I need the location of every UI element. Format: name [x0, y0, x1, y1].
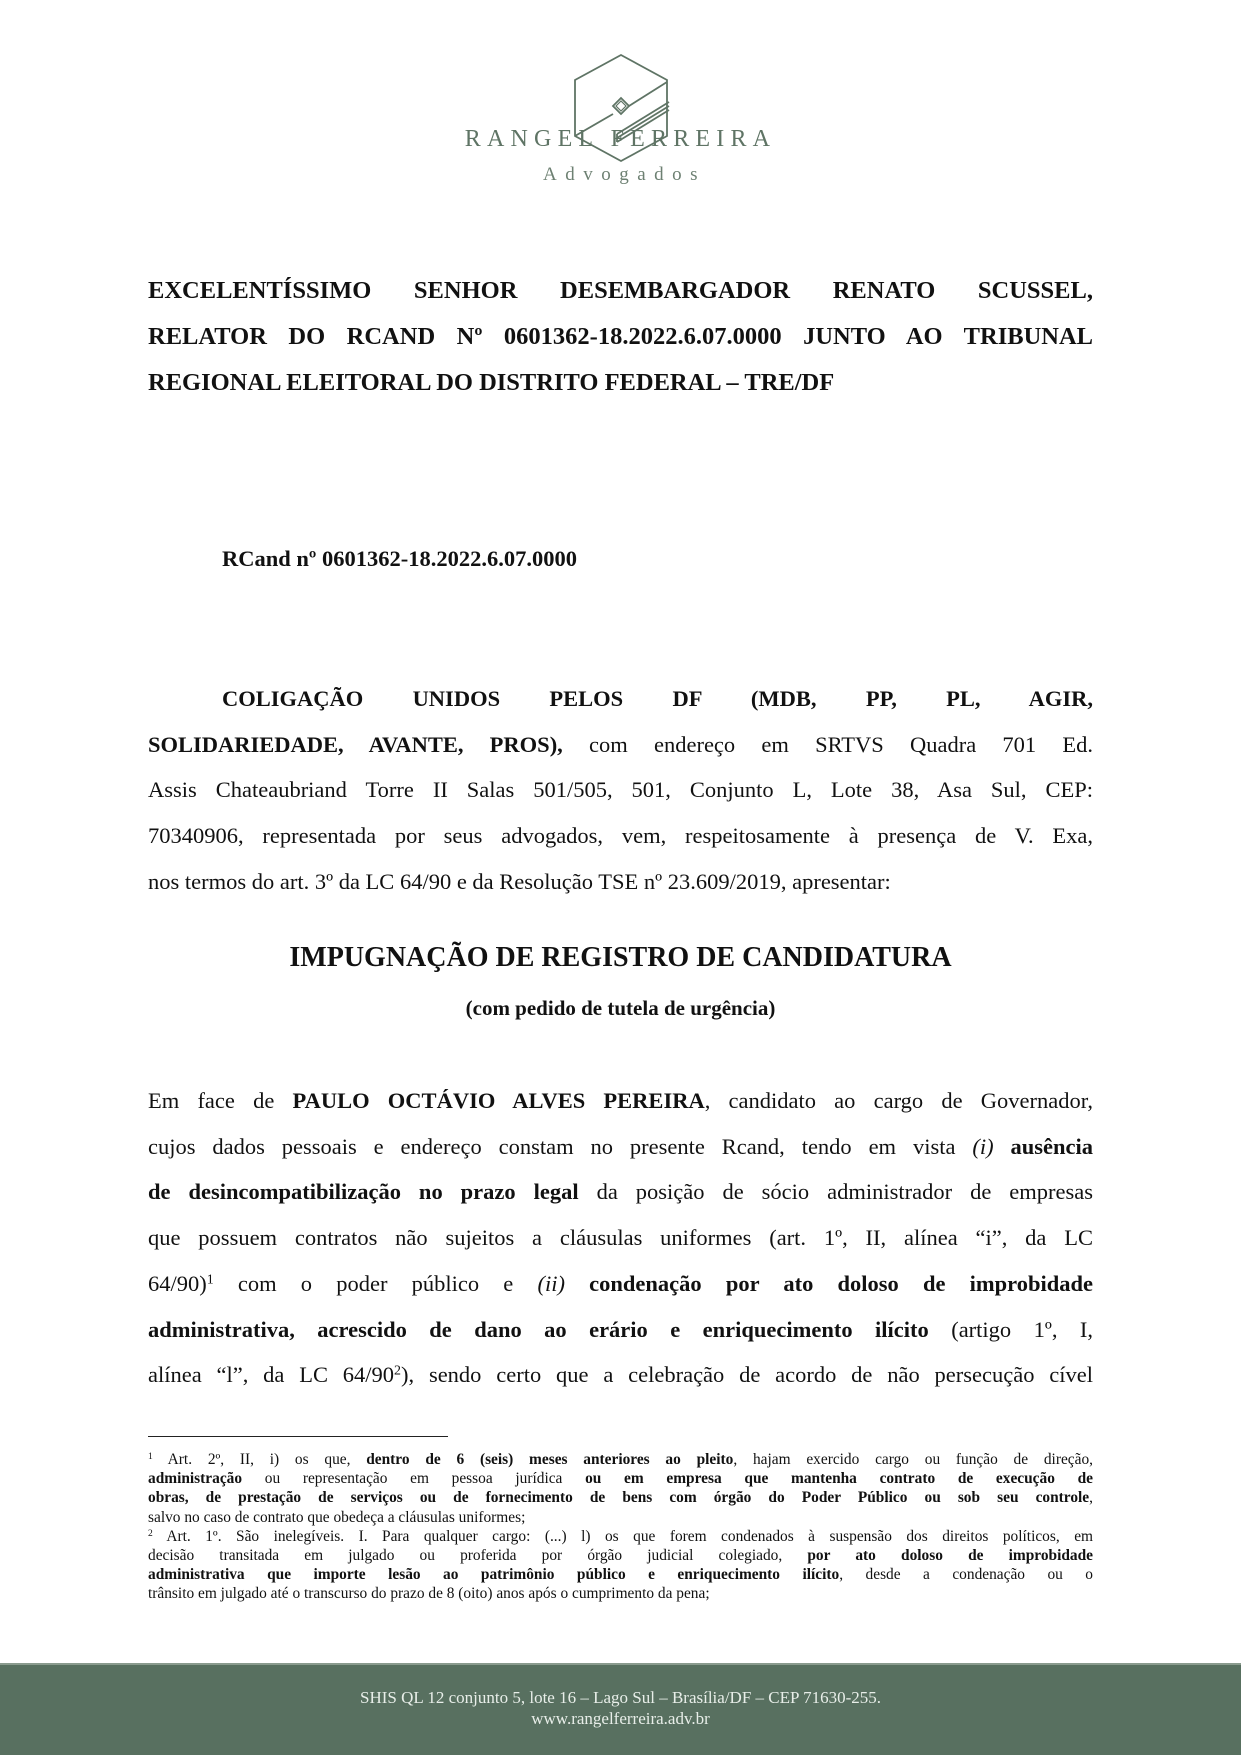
body-bold: de desincompatibilização no prazo legal	[148, 1179, 579, 1205]
footnote-text: Art. 2º, II, i) os que,	[152, 1451, 367, 1468]
footnote-bold: ou em empresa que mantenha contrato de execução de	[585, 1470, 1093, 1488]
footnote-text: ou representação em pessoa jurídica	[242, 1470, 586, 1488]
body-bold: ausência	[993, 1133, 1093, 1159]
body-text: alínea “l”, da LC 64/90	[148, 1362, 395, 1388]
footnote-1-line: salvo no caso de contrato que obedeça a cláusulas uniformes;	[148, 1508, 526, 1526]
addressee-heading	[148, 268, 1093, 406]
intro-line: Assis Chateaubriand Torre II Salas 501/505, 501, Conjunto L, Lote 38, Asa Sul, CEP:	[148, 777, 1093, 803]
footnote-text: , desde a condenação ou o	[839, 1566, 1093, 1584]
body-line	[148, 1261, 1093, 1307]
coalition-parties: SOLIDARIEDADE, AVANTE, PROS),	[148, 731, 563, 757]
body-text: com o poder público e	[213, 1270, 538, 1296]
footnotes	[148, 1450, 1093, 1604]
footnote-2-line	[148, 1565, 1093, 1584]
footnote-number: 2	[148, 1527, 153, 1539]
intro-line: nos termos do art. 3º da LC 64/90 e da Resolução TSE nº 23.609/2019, apresentar:	[148, 868, 891, 894]
body-text: (artigo 1º, I,	[928, 1316, 1093, 1342]
footnote-bold: dentro de 6 (seis) meses anteriores ao pleito	[366, 1451, 734, 1468]
footnote-bold: administração	[148, 1470, 243, 1488]
footnote-2-line: trânsito em julgado até o transcurso do prazo de 8 (oito) anos após o cumprimento da pena;	[148, 1585, 710, 1603]
body-line	[148, 1352, 1093, 1398]
body-line	[148, 1124, 1093, 1170]
footnote-bold: por ato doloso de improbidade	[807, 1547, 1093, 1565]
footnote-1-line	[148, 1450, 1093, 1469]
footnote-number: 1	[148, 1450, 153, 1462]
addressee-line: RELATOR DO RCAND Nº 0601362-18.2022.6.07.0000 JUNTO AO TRIBUNAL	[148, 323, 1093, 350]
firm-subtitle: Advogados	[542, 164, 707, 185]
body-text: , candidato ao cargo de Governador,	[704, 1088, 1093, 1113]
footnote-separator	[148, 1436, 448, 1437]
footnote-ref-1[interactable]: 1	[206, 1272, 214, 1288]
letterhead-footer	[0, 1663, 1241, 1755]
item-marker: (i)	[972, 1133, 994, 1159]
case-number: RCand nº 0601362-18.2022.6.07.0000	[222, 546, 577, 571]
footnote-text: ,	[1089, 1489, 1093, 1507]
body-text: 64/90)	[148, 1270, 207, 1296]
intro-line	[148, 676, 1093, 722]
body-bold: condenação por ato doloso de improbidade	[564, 1270, 1093, 1296]
item-marker: (ii)	[537, 1270, 565, 1296]
footnote-text: , hajam exercido cargo ou função de direção,	[733, 1451, 1093, 1468]
intro-text: com endereço em SRTVS Quadra 701 Ed.	[562, 731, 1093, 757]
footnote-1-line	[148, 1488, 1093, 1507]
footnote-2-line	[148, 1527, 1093, 1546]
footer-address: SHIS QL 12 conjunto 5, lote 16 – Lago Sul – Brasília/DF – CEP 71630-255.	[359, 1688, 881, 1707]
body-text: da posição de sócio administrador de empresas	[578, 1179, 1093, 1205]
coalition-name: COLIGAÇÃO UNIDOS PELOS DF (MDB, PP, PL, AGIR,	[222, 686, 1093, 711]
intro-paragraph	[148, 676, 1093, 905]
addressee-line: REGIONAL ELEITORAL DO DISTRITO FEDERAL – TRE/DF	[148, 369, 835, 396]
document-subtitle: (com pedido de tutela de urgência)	[465, 996, 776, 1020]
candidate-name: PAULO OCTÁVIO ALVES PEREIRA	[292, 1088, 705, 1113]
body-line	[148, 1169, 1093, 1215]
footnote-bold: obras, de prestação de serviços ou de fornecimento de bens com órgão do Poder Público ou sob seu controle	[148, 1489, 1090, 1507]
footnote-2-line	[148, 1546, 1093, 1565]
firm-name: RANGEL FERREIRA	[464, 126, 777, 152]
footnote-text: decisão transitada em julgado ou proferida por órgão judicial colegiado,	[148, 1547, 808, 1565]
body-text: Em face de	[148, 1088, 293, 1113]
body-text: cujos dados pessoais e endereço constam no presente Rcand, tendo em vista	[148, 1133, 973, 1159]
body-line: que possuem contratos não sujeitos a cláusulas uniformes (art. 1º, II, alínea “i”, da LC	[148, 1225, 1093, 1251]
footer-website-link[interactable]: www.rangelferreira.adv.br	[531, 1709, 710, 1728]
body-line	[148, 1307, 1093, 1353]
footnote-bold: administrativa que importe lesão ao patrimônio público e enriquecimento ilícito	[148, 1566, 840, 1584]
footnote-1-line	[148, 1469, 1093, 1488]
footnote-ref-2[interactable]: 2	[394, 1363, 402, 1379]
footnote-text: Art. 1º. São inelegíveis. I. Para qualquer cargo: (...) l) os que forem condenados à suspensão dos direitos políticos, em	[152, 1527, 1093, 1545]
body-bold: administrativa, acrescido de dano ao erário e enriquecimento ilícito	[148, 1316, 929, 1342]
body-paragraph	[148, 1078, 1093, 1398]
body-text: ), sendo certo que a celebração de acordo de não persecução cível	[401, 1362, 1093, 1388]
intro-line	[148, 722, 1093, 768]
body-line	[148, 1078, 1093, 1124]
document-title: IMPUGNAÇÃO DE REGISTRO DE CANDIDATURA	[289, 942, 952, 973]
intro-line: 70340906, representada por seus advogados, vem, respeitosamente à presença de V. Exa,	[148, 823, 1093, 849]
addressee-line: EXCELENTÍSSIMO SENHOR DESEMBARGADOR RENATO SCUSSEL,	[148, 277, 1093, 304]
